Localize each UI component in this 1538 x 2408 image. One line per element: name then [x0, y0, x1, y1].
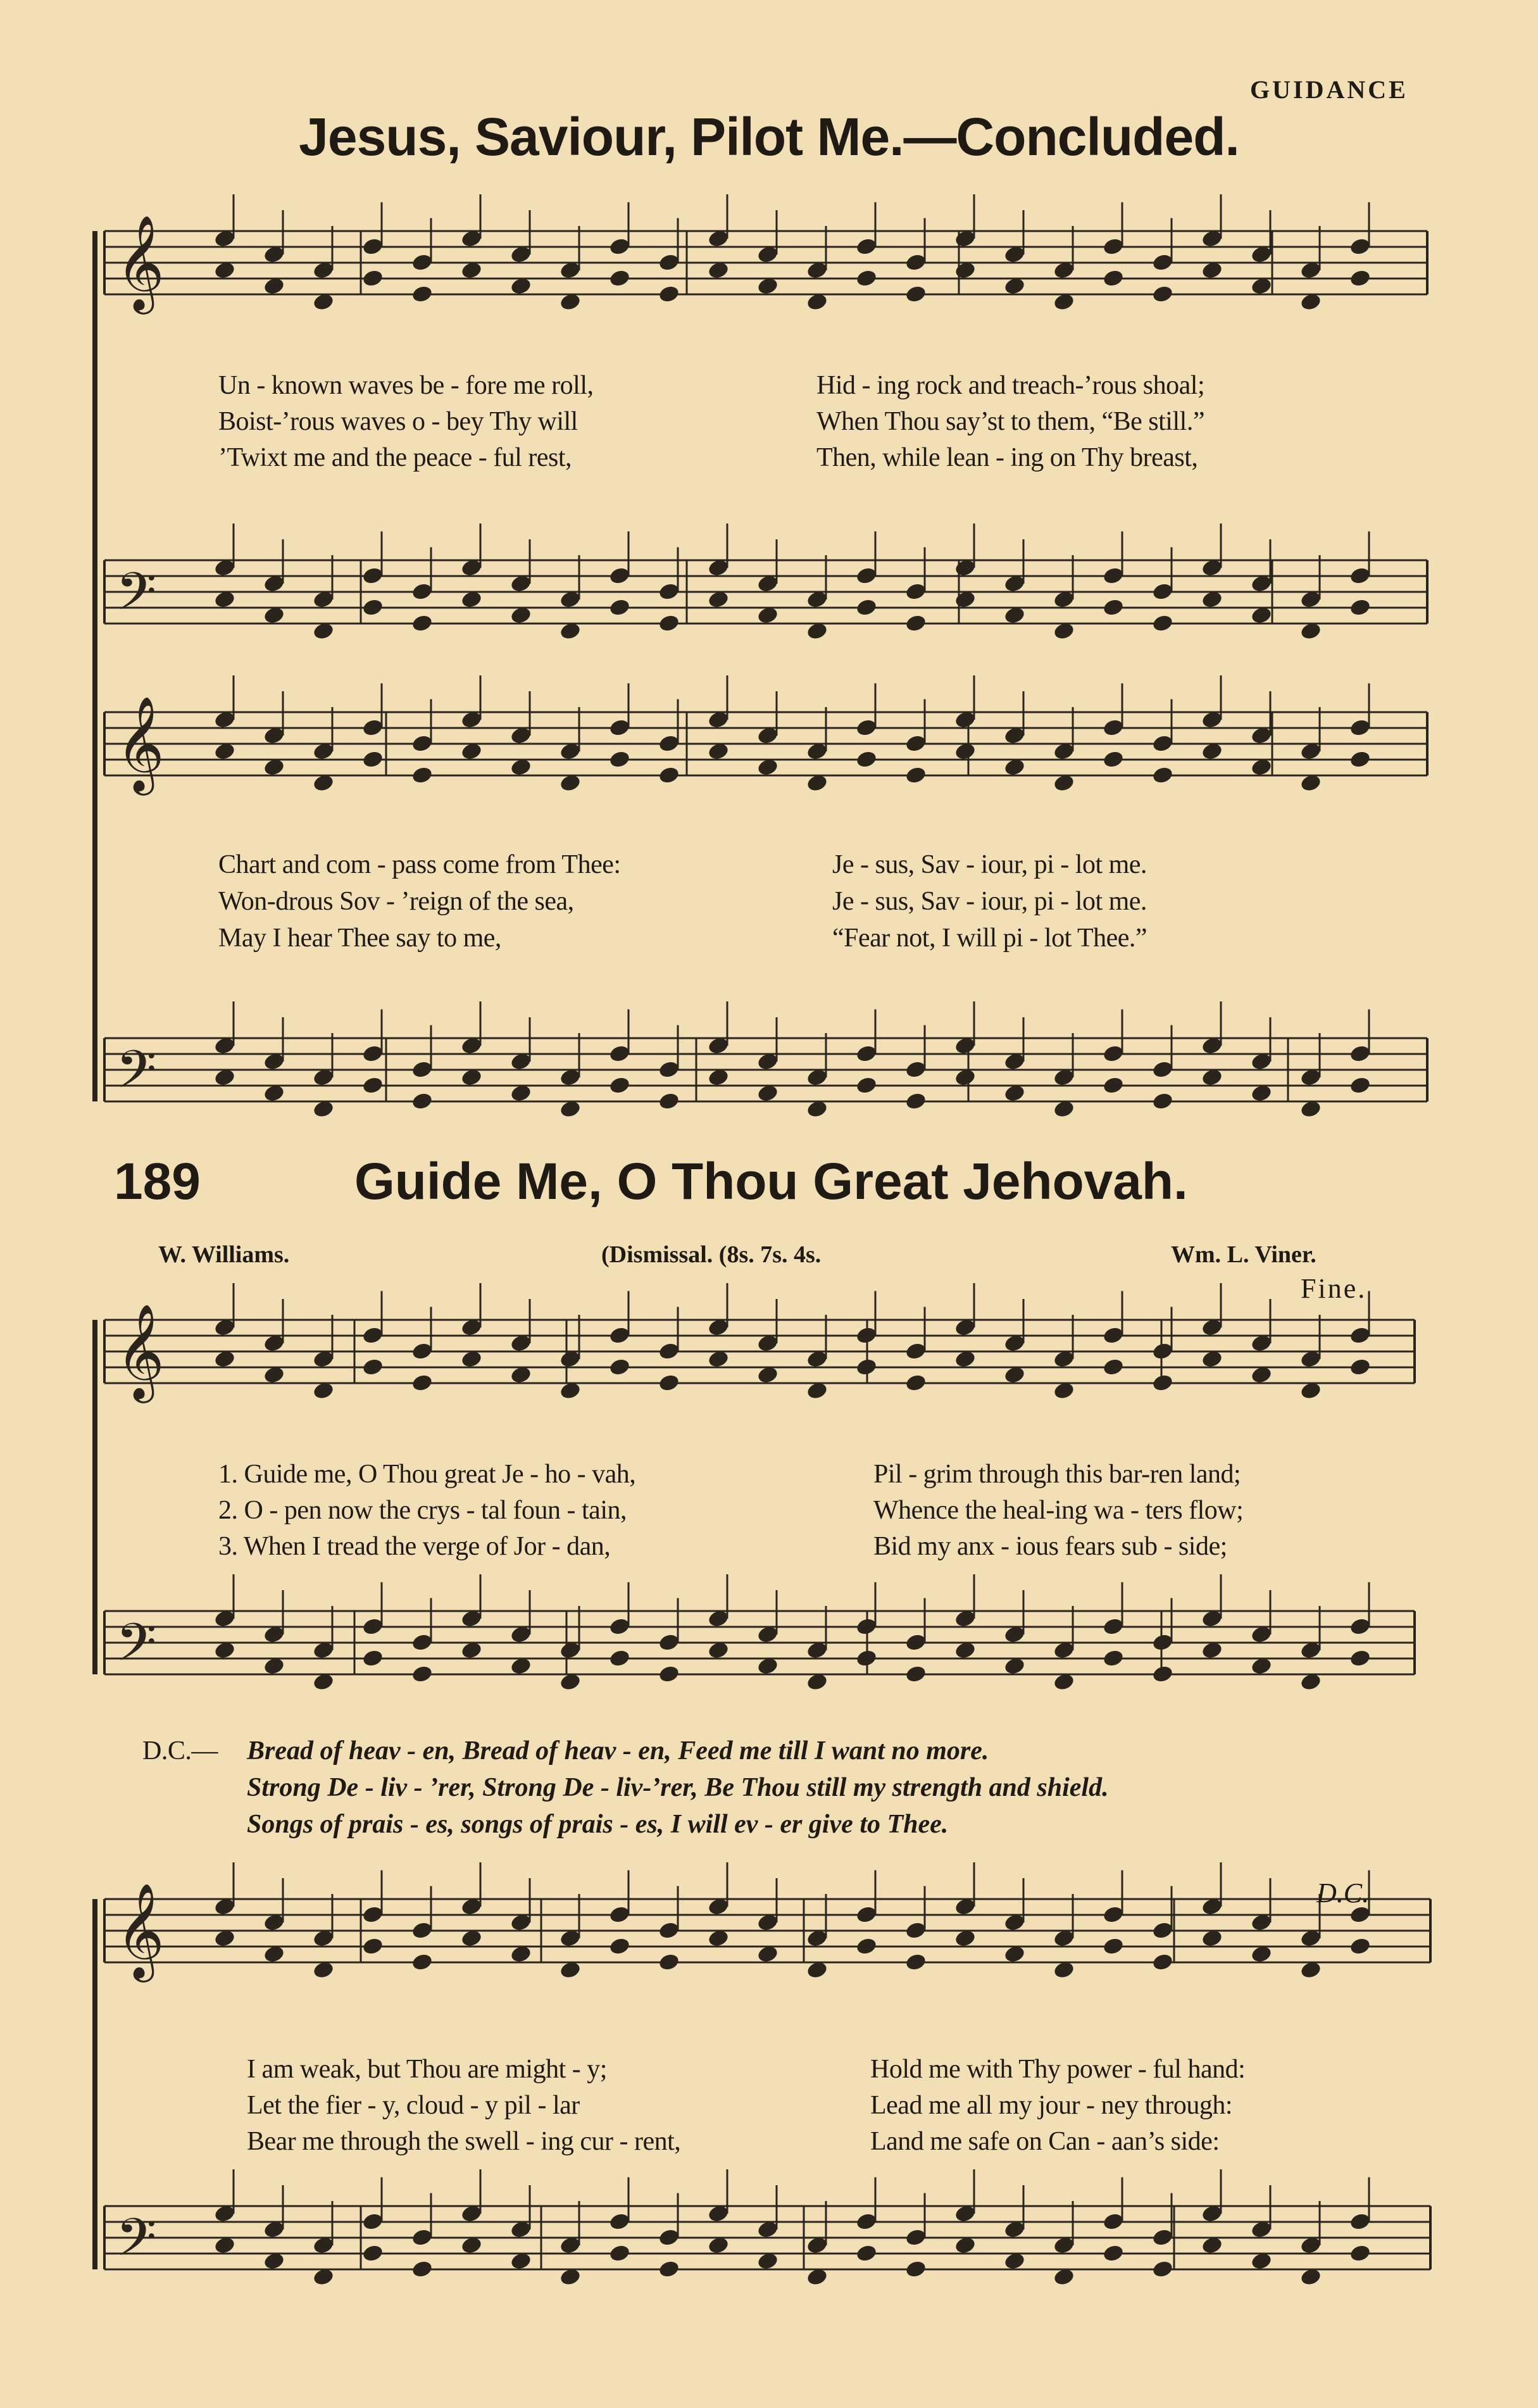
- svg-text:𝄞: 𝄞: [116, 1303, 165, 1399]
- h1-s2-line3-b: “Fear not, I will pi - lot Thee.”: [832, 924, 1147, 953]
- h2-s1-line3-a: 3. When I tread the verge of Jor - dan,: [218, 1532, 611, 1561]
- h1-s1-line2-b: When Thou say’st to them, “Be still.”: [816, 407, 1204, 436]
- hymn2-meter: (Dismissal. (8s. 7s. 4s.: [601, 1241, 822, 1268]
- fine-label: Fine.: [1301, 1273, 1367, 1304]
- h1-s2-line1-a: Chart and com - pass come from Thee:: [218, 850, 621, 879]
- h2-s2-line2-b: Lead me all my jour - ney through:: [870, 2091, 1233, 2120]
- refrain-line1: Bread of heav - en, Bread of heav - en, Feed me till I want no more.: [247, 1736, 989, 1765]
- h2-s1-line2-a: 2. O - pen now the crys - tal foun - tain,: [218, 1496, 627, 1525]
- svg-text:𝄞: 𝄞: [116, 1882, 165, 1978]
- svg-text:𝄢: 𝄢: [116, 1039, 157, 1113]
- hymn1-title: Jesus, Saviour, Pilot Me.—Concluded.: [299, 107, 1239, 166]
- refrain-line2: Strong De - liv - ’rer, Strong De - liv-’rer, Be Thou still my strength and shield.: [247, 1773, 1109, 1802]
- h2-s1-line2-b: Whence the heal-ing wa - ters flow;: [873, 1496, 1244, 1525]
- svg-text:𝄢: 𝄢: [116, 2207, 157, 2281]
- h1-s1-line1-a: Un - known waves be - fore me roll,: [218, 371, 594, 400]
- h2-s1-line1-b: Pil - grim through this bar-ren land;: [873, 1460, 1241, 1489]
- svg-text:𝄢: 𝄢: [116, 561, 157, 635]
- h1-s2-line1-b: Je - sus, Sav - iour, pi - lot me.: [832, 850, 1147, 879]
- hymn2-composer: Wm. L. Viner.: [1171, 1241, 1316, 1268]
- svg-text:𝄞: 𝄞: [116, 695, 165, 791]
- h2-s2-line2-a: Let the fier - y, cloud - y pil - lar: [247, 2091, 580, 2120]
- svg-text:𝄞: 𝄞: [116, 214, 165, 310]
- h1-s1-line1-b: Hid - ing rock and treach-’rous shoal;: [816, 371, 1205, 400]
- hymn2-author: W. Williams.: [158, 1241, 290, 1268]
- h1-s2-line2-b: Je - sus, Sav - iour, pi - lot me.: [832, 887, 1147, 916]
- h2-s2-line3-a: Bear me through the swell - ing cur - rent,: [247, 2127, 681, 2156]
- h1-s2-line3-a: May I hear Thee say to me,: [218, 924, 501, 953]
- h2-s2-line1-b: Hold me with Thy power - ful hand:: [870, 2055, 1246, 2084]
- h2-s1-line1-a: 1. Guide me, O Thou great Je - ho - vah,: [218, 1460, 636, 1489]
- section-tag: GUIDANCE: [1250, 75, 1408, 104]
- h1-s1-line3-b: Then, while lean - ing on Thy breast,: [816, 443, 1198, 472]
- h2-s1-line3-b: Bid my anx - ious fears sub - side;: [873, 1532, 1227, 1561]
- h2-s2-line1-a: I am weak, but Thou are might - y;: [247, 2055, 607, 2084]
- h2-s2-line3-b: Land me safe on Can - aan’s side:: [870, 2127, 1220, 2156]
- h1-s1-line3-a: ’Twixt me and the peace - ful rest,: [218, 443, 572, 472]
- refrain-line3: Songs of prais - es, songs of prais - es, I will ev - er give to Thee.: [247, 1810, 949, 1839]
- hymn2-title: Guide Me, O Thou Great Jehovah.: [354, 1153, 1188, 1210]
- h1-s2-line2-a: Won-drous Sov - ’reign of the sea,: [218, 887, 574, 916]
- dc-prefix: D.C.—: [142, 1736, 218, 1765]
- hymn2-number: 189: [114, 1153, 201, 1210]
- h1-s1-line2-a: Boist-’rous waves o - bey Thy will: [218, 407, 578, 436]
- svg-text:𝄢: 𝄢: [116, 1612, 157, 1686]
- dc-label: D.C.: [1316, 1878, 1370, 1909]
